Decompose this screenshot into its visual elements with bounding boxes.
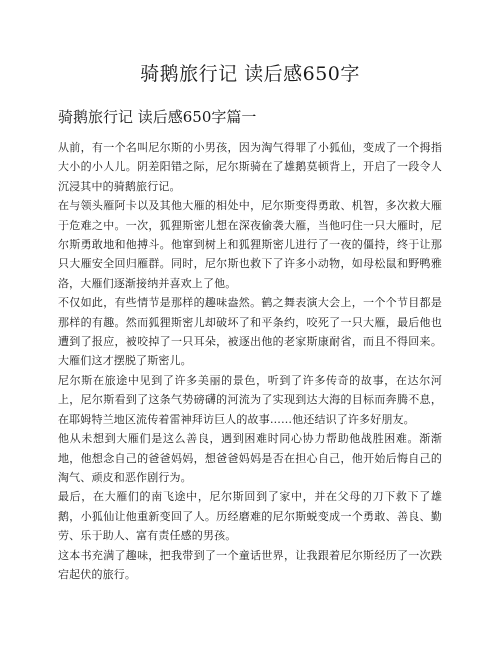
paragraph: 这本书充满了趣味，把我带到了一个童话世界，让我跟着尼尔斯经历了一次跌宕起伏的旅行。: [58, 548, 442, 581]
paragraph: 尼尔斯在旅途中见到了许多美丽的景色，听到了许多传奇的故事，在达尔河上，尼尔斯看到了这条气势磅礴的河流为了实现到达大海的目标而奔腾不息，在耶姆特兰地区流传着雷神拜访巨人的故事……他还结识了许多好朋友。: [58, 373, 442, 426]
paragraph: 最后，在大雁们的南飞途中，尼尔斯回到了家中，并在父母的刀下救下了雄鹅，小狐仙让他重新变回了人。历经磨难的尼尔斯蜕变成一个勇敢、善良、勤劳、乐于助人、富有责任感的男孩。: [58, 490, 442, 543]
paragraph: 他从未想到大雁们是这么善良，遇到困难时同心协力帮助他战胜困难。渐渐地，他想念自己的爸爸妈妈，想爸爸妈妈是否在担心自己，他开始后悔自己的淘气、顽皮和恶作剧行为。: [58, 432, 442, 484]
paragraph: 从前，有一个名叫尼尔斯的小男孩，因为淘气得罪了小狐仙，变成了一个拇指大小的小人儿。阴差阳错之际，尼尔斯骑在了雄鹅莫顿背上，开启了一段令人沉浸其中的骑鹅旅行记。: [58, 141, 442, 193]
section-title: 骑鹅旅行记 读后感650字篇一: [58, 108, 257, 126]
paragraph: 在与领头雁阿卡以及其他大雁的相处中，尼尔斯变得勇敢、机智，多次救大雁于危难之中。一次，狐狸斯密儿想在深夜偷袭大雁，当他叼住一只大雁时，尼尔斯勇敢地和他搏斗。他窜到树上和狐狸斯密儿进行了一夜的僵持，终于让那只大雁安全回归雁群。同时，尼尔斯也救下了许多小动物，如母松鼠和野鸭雅洛，大雁们逐渐接纳并喜欢上了他。: [58, 199, 442, 290]
document-title: 骑鹅旅行记 读后感650字: [140, 63, 360, 85]
paragraph: 不仅如此，有些情节是那样的趣味盎然。鹤之舞表演大会上，一个个节目都是那样的有趣。然而狐狸斯密儿却破坏了和平条约，咬死了一只大雁，最后他也遭到了报应，被咬掉了一只耳朵，被逐出他的老家斯康耐省，而且不得回来。大雁们这才摆脱了斯密儿。: [58, 296, 442, 368]
document-body: [58, 138, 442, 584]
